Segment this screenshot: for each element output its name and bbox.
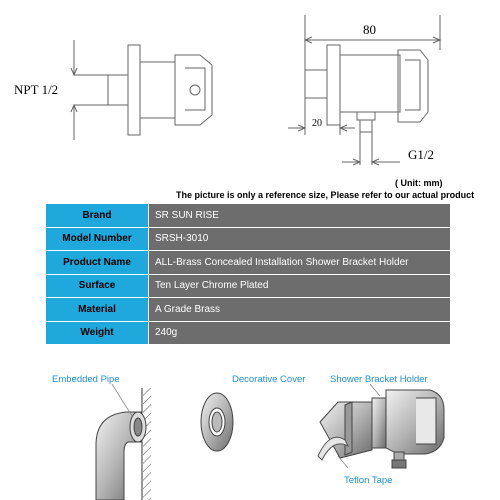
- callout-teflon-tape: Teflon Tape: [344, 475, 393, 486]
- decorative-cover: [201, 393, 233, 451]
- wall: [143, 388, 151, 500]
- spec-label: Brand: [46, 204, 149, 227]
- spec-value: SR SUN RISE: [149, 204, 451, 227]
- callout-decorative-cover: Decorative Cover: [232, 374, 306, 385]
- spec-label: Surface: [46, 274, 149, 298]
- table-row: [46, 298, 450, 322]
- callout-shower-bracket-holder: Shower Bracket Holder: [330, 374, 428, 385]
- spec-value: A Grade Brass: [149, 298, 451, 322]
- thread-left-label: NPT 1/2: [14, 82, 59, 97]
- spec-label: Model Number: [46, 227, 149, 251]
- spec-label: Weight: [46, 321, 149, 345]
- spec-value: SRSH-3010: [149, 227, 451, 251]
- spec-value: 240g: [149, 321, 451, 345]
- spec-table: [46, 204, 450, 345]
- width-dimension-label: 80: [363, 22, 376, 37]
- thread-right-label: G1/2: [408, 147, 434, 162]
- unit-note: ( Unit: mm): [395, 178, 443, 188]
- table-row: [46, 321, 450, 345]
- reference-note: The picture is only a reference size, Please refer to our actual product: [176, 190, 475, 200]
- table-row: [46, 227, 450, 251]
- table-row: [46, 274, 450, 298]
- spec-label: Material: [46, 298, 149, 322]
- embedded-pipe: [96, 412, 146, 500]
- spec-label: Product Name: [46, 251, 149, 275]
- table-row: [46, 251, 450, 275]
- spec-value: ALL-Brass Concealed Installation Shower Bracket Holder: [149, 251, 451, 275]
- spec-value: Ten Layer Chrome Plated: [149, 274, 451, 298]
- table-row: [46, 204, 450, 227]
- callout-embedded-pipe: Embedded Pipe: [52, 374, 120, 385]
- depth-dimension-label: 20: [312, 118, 322, 129]
